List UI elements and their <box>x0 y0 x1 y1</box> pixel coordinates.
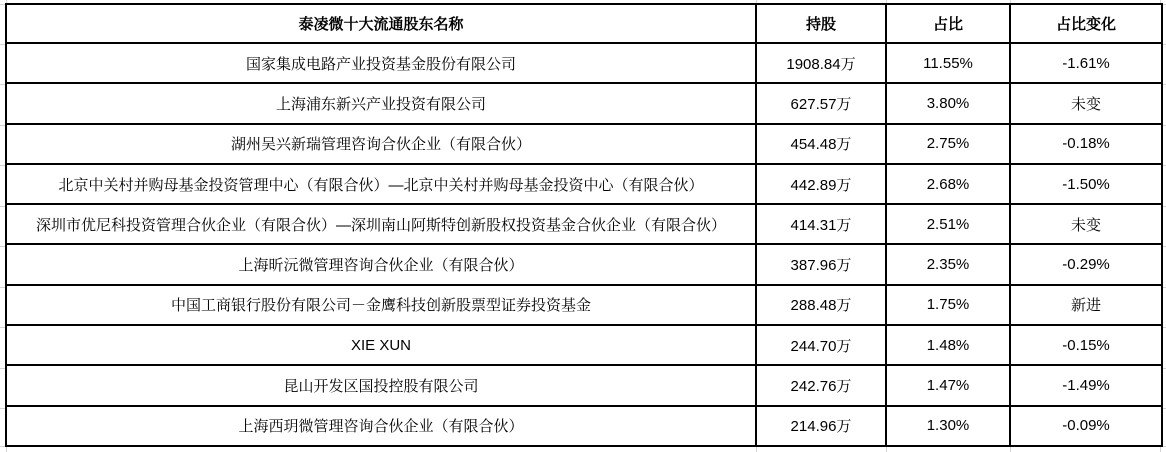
cell-shares-held: 414.31万 <box>756 204 886 244</box>
cell-shareholder-name: 上海昕沅微管理咨询合伙企业（有限合伙） <box>6 244 756 284</box>
table-row <box>6 83 1162 123</box>
cell-shares-held: 242.76万 <box>756 365 886 405</box>
cell-ratio: 1.47% <box>886 365 1010 405</box>
top-shareholders-table <box>5 3 1163 447</box>
cell-ratio-change: -1.61% <box>1010 43 1162 83</box>
cell-shares-held: 244.70万 <box>756 325 886 365</box>
table-row <box>6 124 1162 164</box>
table-row <box>6 406 1162 446</box>
cell-ratio: 2.51% <box>886 204 1010 244</box>
header-ratio-change: 占比变化 <box>1010 4 1162 43</box>
cell-shares-held: 1908.84万 <box>756 43 886 83</box>
cell-ratio: 1.75% <box>886 285 1010 325</box>
cell-shareholder-name: 上海浦东新兴产业投资有限公司 <box>6 83 756 123</box>
cell-ratio: 2.35% <box>886 244 1010 284</box>
cell-shares-held: 442.89万 <box>756 164 886 204</box>
cell-ratio: 11.55% <box>886 43 1010 83</box>
cell-shares-held: 214.96万 <box>756 406 886 446</box>
table-row <box>6 285 1162 325</box>
cell-ratio-change: -1.49% <box>1010 365 1162 405</box>
header-ratio: 占比 <box>886 4 1010 43</box>
table-row <box>6 164 1162 204</box>
table-row <box>6 43 1162 83</box>
cell-shares-held: 454.48万 <box>756 124 886 164</box>
cell-shareholder-name: 北京中关村并购母基金投资管理中心（有限合伙）—北京中关村并购母基金投资中心（有限合伙） <box>6 164 756 204</box>
table-row <box>6 325 1162 365</box>
cell-ratio-change: -0.09% <box>1010 406 1162 446</box>
cell-ratio-change: -0.15% <box>1010 325 1162 365</box>
cell-shares-held: 627.57万 <box>756 83 886 123</box>
cell-shareholder-name: 国家集成电路产业投资基金股份有限公司 <box>6 43 756 83</box>
table-row <box>6 204 1162 244</box>
header-shareholder-name: 泰凌微十大流通股东名称 <box>6 4 756 43</box>
cell-shareholder-name: 深圳市优尼科投资管理合伙企业（有限合伙）—深圳南山阿斯特创新股权投资基金合伙企业（有限合伙） <box>6 204 756 244</box>
cell-shareholder-name: 上海西玥微管理咨询合伙企业（有限合伙） <box>6 406 756 446</box>
cell-ratio: 1.48% <box>886 325 1010 365</box>
table-row <box>6 244 1162 284</box>
cell-shareholder-name: 湖州吴兴新瑞管理咨询合伙企业（有限合伙） <box>6 124 756 164</box>
table-row <box>6 365 1162 405</box>
cell-shareholder-name: 昆山开发区国投控股有限公司 <box>6 365 756 405</box>
cell-shares-held: 288.48万 <box>756 285 886 325</box>
cell-ratio-change: -0.18% <box>1010 124 1162 164</box>
cell-shareholder-name: XIE XUN <box>6 325 756 365</box>
cell-ratio-change: -0.29% <box>1010 244 1162 284</box>
header-row <box>6 4 1162 43</box>
cell-ratio: 1.30% <box>886 406 1010 446</box>
cell-ratio-change: 未变 <box>1010 83 1162 123</box>
cell-ratio-change: -1.50% <box>1010 164 1162 204</box>
header-shares-held: 持股 <box>756 4 886 43</box>
cell-ratio: 2.68% <box>886 164 1010 204</box>
cell-shares-held: 387.96万 <box>756 244 886 284</box>
cell-shareholder-name: 中国工商银行股份有限公司－金鹰科技创新股票型证券投资基金 <box>6 285 756 325</box>
cell-ratio-change: 未变 <box>1010 204 1162 244</box>
cell-ratio-change: 新进 <box>1010 285 1162 325</box>
cell-ratio: 2.75% <box>886 124 1010 164</box>
cell-ratio: 3.80% <box>886 83 1010 123</box>
